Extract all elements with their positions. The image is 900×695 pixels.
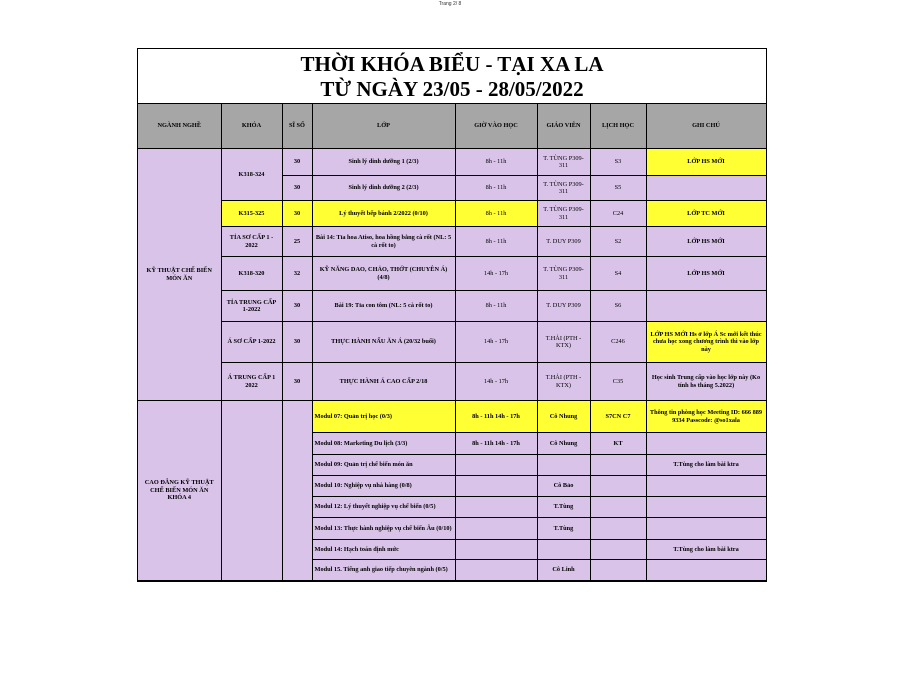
giao-vien-cell: T. DUY P309 [537, 227, 590, 257]
ghi-chu-cell: T.Tùng cho làm bài ktra [646, 455, 766, 476]
si-so-cell [282, 401, 312, 581]
ghi-chu-cell [646, 433, 766, 455]
gio-cell: 14h - 17h [455, 363, 537, 401]
gio-cell: 8h - 11h [455, 176, 537, 201]
lop-cell: Sinh lý dinh dưỡng 1 (2/3) [312, 149, 455, 176]
lich-hoc-cell [590, 518, 646, 540]
si-so-cell: 30 [282, 176, 312, 201]
giao-vien-cell: T.Tùng [537, 518, 590, 540]
header-si-so: SĨ SỐ [282, 104, 312, 149]
lich-hoc-cell [590, 560, 646, 581]
khoa-cell: K318-320 [221, 257, 282, 291]
giao-vien-cell: T. TÙNG P309-311 [537, 149, 590, 176]
giao-vien-cell: T. TÙNG P309-311 [537, 257, 590, 291]
page-number-label: Trang 2/ 8 [438, 1, 462, 7]
header-giao-vien: GIÁO VIÊN [537, 104, 590, 149]
lich-hoc-cell [590, 455, 646, 476]
khoa-cell: K318-324 [221, 149, 282, 201]
giao-vien-cell: T.HẢI (PTH - KTX) [537, 322, 590, 363]
gio-cell: 8h - 11h 14h - 17h [455, 401, 537, 433]
lop-cell: Modul 15. Tiếng anh giao tiếp chuyên ngành (0/5) [312, 560, 455, 581]
ghi-chu-cell: LỚP HS MỚI [646, 257, 766, 291]
table-row [138, 201, 766, 227]
table-row [138, 401, 766, 433]
gio-cell: 8h - 11h 14h - 17h [455, 433, 537, 455]
ghi-chu-cell: Thông tin phòng học Meeting ID: 666 889 9334 Passcode: @so1xala [646, 401, 766, 433]
ghi-chu-cell [646, 291, 766, 322]
lich-hoc-cell: S4 [590, 257, 646, 291]
ghi-chu-cell [646, 497, 766, 518]
lop-cell: KỸ NĂNG DAO, CHẢO, THỚT (CHUYÊN Á) (4/8) [312, 257, 455, 291]
khoa-cell: TỈA SƠ CẤP 1 - 2022 [221, 227, 282, 257]
table-row [138, 322, 766, 363]
header-lich-hoc: LỊCH HỌC [590, 104, 646, 149]
khoa-cell: Á TRUNG CẤP 1 2022 [221, 363, 282, 401]
nganh-cell: CAO ĐẲNG KỸ THUẬT CHẾ BIẾN MÓN ĂN KHÓA 4 [138, 401, 221, 581]
table-row [138, 291, 766, 322]
gio-cell [455, 518, 537, 540]
table-row [138, 227, 766, 257]
lich-hoc-cell: S5 [590, 176, 646, 201]
title-line-1: THỜI KHÓA BIỂU - TẠI XA LA [300, 52, 604, 76]
lop-cell: Modul 09: Quản trị chế biến món ăn [312, 455, 455, 476]
lich-hoc-cell [590, 476, 646, 497]
giao-vien-cell: Cô Bảo [537, 476, 590, 497]
gio-cell: 14h - 17h [455, 257, 537, 291]
gio-cell: 8h - 11h [455, 291, 537, 322]
khoa-cell [221, 401, 282, 581]
header-row [138, 104, 766, 149]
si-so-cell: 32 [282, 257, 312, 291]
ghi-chu-cell: LỚP HS MỚI [646, 227, 766, 257]
gio-cell [455, 497, 537, 518]
nganh-cell: KỸ THUẬT CHẾ BIẾN MÓN ĂN [138, 149, 221, 401]
table-row [138, 149, 766, 176]
gio-cell [455, 455, 537, 476]
lich-hoc-cell: S6 [590, 291, 646, 322]
header-khoa: KHÓA [221, 104, 282, 149]
giao-vien-cell [537, 455, 590, 476]
lop-cell: Bài 19: Tỉa con tôm (NL: 5 cà rốt to) [312, 291, 455, 322]
gio-cell [455, 476, 537, 497]
giao-vien-cell: Cô Nhung [537, 433, 590, 455]
si-so-cell: 25 [282, 227, 312, 257]
ghi-chu-cell: LỚP HS MỚI [646, 149, 766, 176]
header-ghi-chu: GHI CHÚ [646, 104, 766, 149]
table-row [138, 257, 766, 291]
lop-cell: Modul 07: Quản trị học (0/3) [312, 401, 455, 433]
si-so-cell: 30 [282, 201, 312, 227]
title-line-2: TỪ NGÀY 23/05 - 28/05/2022 [320, 77, 584, 101]
ghi-chu-cell [646, 560, 766, 581]
lop-cell: Modul 08: Marketing Du lịch (3/3) [312, 433, 455, 455]
giao-vien-cell: T.Tùng [537, 497, 590, 518]
ghi-chu-cell [646, 518, 766, 540]
giao-vien-cell: T. DUY P309 [537, 291, 590, 322]
gio-cell [455, 540, 537, 560]
giao-vien-cell: T. TÙNG P309-311 [537, 176, 590, 201]
lich-hoc-cell: C35 [590, 363, 646, 401]
lop-cell: Modul 10: Nghiệp vụ nhà hàng (0/8) [312, 476, 455, 497]
schedule-table [138, 104, 767, 581]
si-so-cell: 30 [282, 291, 312, 322]
lop-cell: Modul 14: Hạch toán định mức [312, 540, 455, 560]
ghi-chu-cell: Học sinh Trung cấp vào học lớp này (Ko tính hs tháng 5.2022) [646, 363, 766, 401]
lop-cell: Modul 12: Lý thuyết nghiệp vụ chế biến (0/5) [312, 497, 455, 518]
gio-cell: 8h - 11h [455, 227, 537, 257]
ghi-chu-cell: T.Tùng cho làm bài ktra [646, 540, 766, 560]
giao-vien-cell [537, 540, 590, 560]
giao-vien-cell: T.HẢI (PTH - KTX) [537, 363, 590, 401]
table-row [138, 363, 766, 401]
lich-hoc-cell [590, 497, 646, 518]
khoa-cell: TỈA TRUNG CẤP 1-2022 [221, 291, 282, 322]
lich-hoc-cell: S3 [590, 149, 646, 176]
lich-hoc-cell: S7CN C7 [590, 401, 646, 433]
lop-cell: Bài 14: Tỉa hoa Atiso, hoa hồng bằng cà rốt (NL: 5 cà rốt to) [312, 227, 455, 257]
lich-hoc-cell: C24 [590, 201, 646, 227]
giao-vien-cell: Cô Linh [537, 560, 590, 581]
khoa-cell: Á SƠ CẤP 1-2022 [221, 322, 282, 363]
gio-cell: 8h - 11h [455, 149, 537, 176]
lich-hoc-cell: C246 [590, 322, 646, 363]
lop-cell: THỰC HÀNH Á CAO CẤP 2/18 [312, 363, 455, 401]
lop-cell: Modul 13: Thực hành nghiệp vụ chế biến Âu (0/10) [312, 518, 455, 540]
si-so-cell: 30 [282, 149, 312, 176]
ghi-chu-cell [646, 476, 766, 497]
timetable-sheet [137, 48, 767, 582]
lop-cell: Sinh lý dinh dưỡng 2 (2/3) [312, 176, 455, 201]
giao-vien-cell: T. TÙNG P309-311 [537, 201, 590, 227]
ghi-chu-cell: LỚP TC MỚI [646, 201, 766, 227]
khoa-cell: K315-325 [221, 201, 282, 227]
lop-cell: Lý thuyết bếp bánh 2/2022 (0/10) [312, 201, 455, 227]
gio-cell: 8h - 11h [455, 201, 537, 227]
lich-hoc-cell: S2 [590, 227, 646, 257]
ghi-chu-cell: LỚP HS MỚI Hs ở lớp Á Sc mới kết thúc chưa học xong chương trình thì vào lớp này [646, 322, 766, 363]
gio-cell: 14h - 17h [455, 322, 537, 363]
si-so-cell: 30 [282, 363, 312, 401]
header-gio-vao-hoc: GIỜ VÀO HỌC [455, 104, 537, 149]
timetable-title [138, 49, 766, 104]
si-so-cell: 30 [282, 322, 312, 363]
header-nganh-nghe: NGÀNH NGHỀ [138, 104, 221, 149]
giao-vien-cell: Cô Nhung [537, 401, 590, 433]
header-lop: LỚP [312, 104, 455, 149]
ghi-chu-cell [646, 176, 766, 201]
lich-hoc-cell [590, 540, 646, 560]
lop-cell: THỰC HÀNH NẤU ĂN Á (20/32 buổi) [312, 322, 455, 363]
lich-hoc-cell: KT [590, 433, 646, 455]
gio-cell [455, 560, 537, 581]
